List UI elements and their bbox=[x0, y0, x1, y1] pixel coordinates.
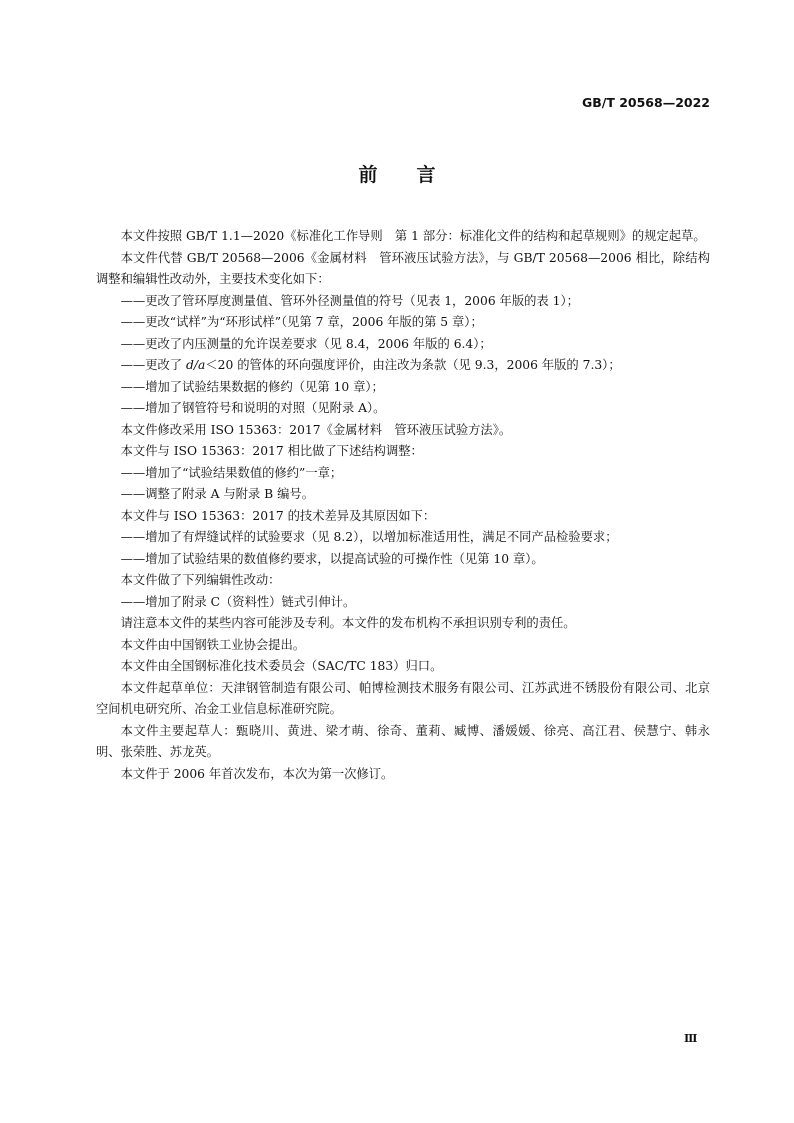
list-item-text: ＜20 的管体的环向强度评价，由注改为条款（见 9.3，2006 年版的 7.3）； bbox=[205, 358, 621, 372]
paragraph-structure-changes: 本文件与 ISO 15363：2017 相比做了下述结构调整： bbox=[120, 444, 423, 458]
paragraph-proposed-by: 本文件由中国钢铁工业协会提出。 bbox=[120, 637, 306, 652]
paragraph-editorial-changes: 本文件做了下列编辑性改动： bbox=[120, 573, 281, 587]
paragraph-managed-by: 本文件由全国钢标准化技术委员会（SAC/TC 183）归口。 bbox=[120, 659, 443, 673]
list-item-structure: ——调整了附录 A 与附录 B 编号。 bbox=[120, 487, 315, 501]
list-item-change: ——增加了试验结果数据的修约（见第 10 章）； bbox=[120, 379, 384, 394]
list-item-difference: ——增加了有焊缝试样的试验要求（见 8.2），以增加标准适用性，满足不同产品检验要求； bbox=[120, 530, 618, 544]
list-item-change: ——增加了钢管符号和说明的对照（见附录 A）。 bbox=[120, 401, 386, 415]
paragraph-drafters: 本文件主要起草人：甄晓川、黄进、梁才萌、徐奇、董莉、臧博、潘媛媛、徐亮、高江君、侯慧宁、韩永明、张荣胜、苏龙英。 bbox=[96, 723, 710, 759]
paragraph-replaces: 本文件代替 GB/T 20568—2006《金属材料 管环液压试验方法》，与 GB/T 20568—2006 相比，除结构调整和编辑性改动外，主要技术变化如下： bbox=[96, 250, 710, 286]
list-item-editorial: ——增加了附录 C（资料性）链式引伸计。 bbox=[120, 594, 356, 609]
page-title: 前 言 bbox=[358, 164, 446, 186]
paragraph-drafting-rules: 本文件按照 GB/T 1.1—2020《标准化工作导则 第 1 部分：标准化文件的结构和起草规则》的规定起草。 bbox=[120, 229, 706, 243]
foreword-body bbox=[96, 226, 710, 785]
paragraph-technical-differences: 本文件与 ISO 15363：2017 的技术差异及其原因如下： bbox=[120, 508, 436, 523]
paragraph-patent-notice: 请注意本文件的某些内容可能涉及专利。本文件的发布机构不承担识别专利的责任。 bbox=[120, 616, 576, 630]
list-item-difference: ——增加了试验结果的数值修约要求，以提高试验的可操作性（见第 10 章）。 bbox=[120, 551, 544, 566]
list-item-change: ——更改了管环厚度测量值、管环外径测量值的符号（见表 1，2006 年版的表 1）； bbox=[120, 293, 579, 308]
list-item-change bbox=[96, 355, 710, 377]
variable-symbol: d/a bbox=[186, 358, 206, 372]
list-item-change: ——更改了内压测量的允许误差要求（见 8.4，2006 年版的 6.4）； bbox=[120, 336, 492, 351]
page-number: Ⅲ bbox=[684, 1032, 698, 1045]
standard-number: GB/T 20568—2022 bbox=[581, 95, 710, 110]
list-item-change: ——更改“试样”为“环形试样”（见第 7 章，2006 年版的第 5 章）； bbox=[120, 315, 483, 329]
paragraph-publication-history: 本文件于 2006 年首次发布，本次为第一次修订。 bbox=[120, 766, 394, 781]
paragraph-drafting-units: 本文件起草单位：天津钢管制造有限公司、帕博检测技术服务有限公司、江苏武进不锈股份有限公司、北京空间机电研究所、冶金工业信息标准研究院。 bbox=[96, 680, 710, 716]
paragraph-adoption: 本文件修改采用 ISO 15363：2017《金属材料 管环液压试验方法》。 bbox=[120, 422, 512, 437]
list-item-structure: ——增加了“试验结果数值的修约”一章； bbox=[120, 465, 343, 480]
list-item-text: ——更改了 bbox=[120, 358, 186, 372]
